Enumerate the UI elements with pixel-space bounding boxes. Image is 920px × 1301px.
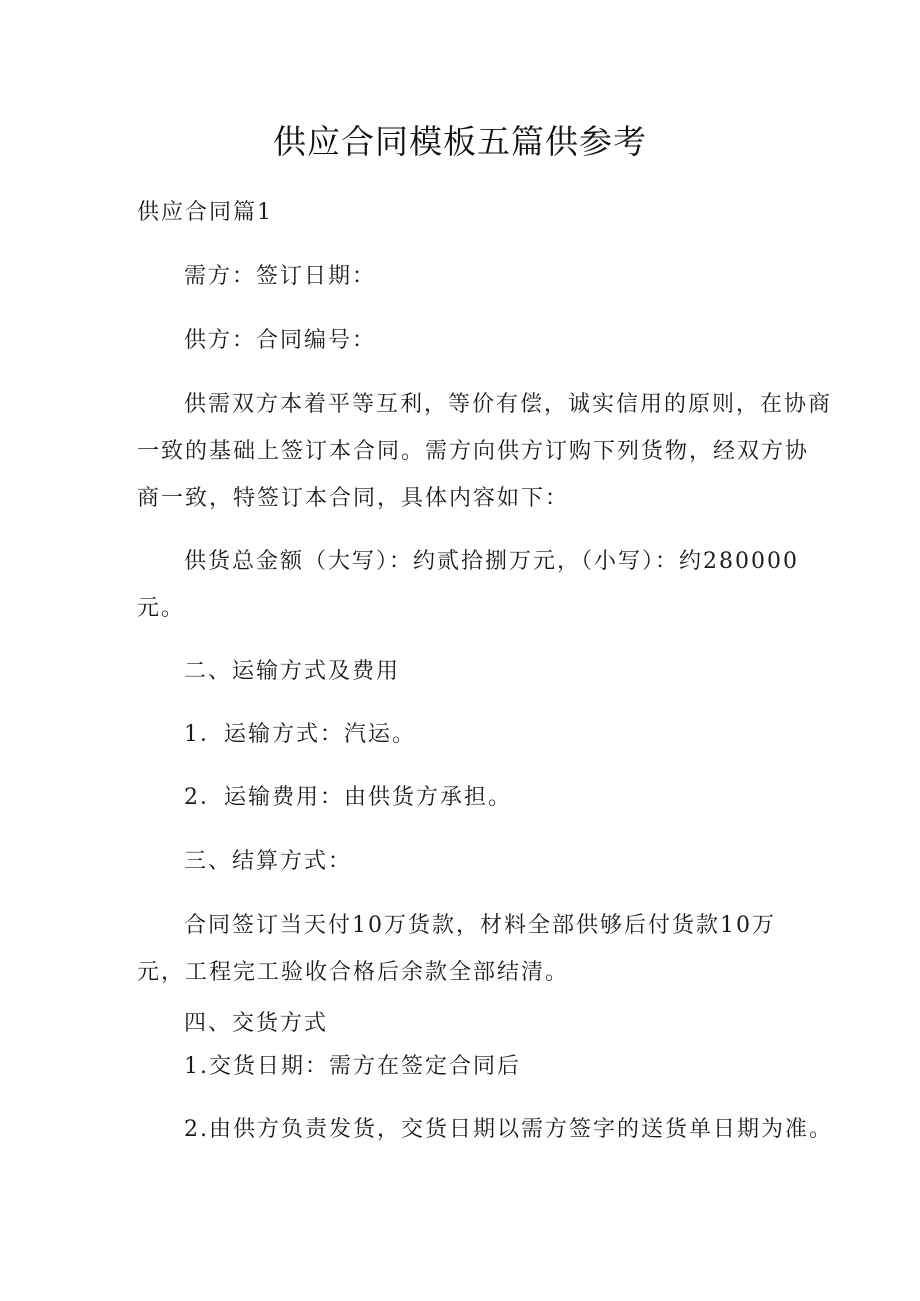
delivery-heading: 四、交货方式 [184,1011,329,1036]
intro-paragraph-line-1: 供需双方本着平等互利，等价有偿，诚实信用的原则，在协商 [184,392,833,417]
amount-line-2: 元。 [137,596,186,621]
document-title: 供应合同模板五篇供参考 [273,122,647,161]
delivery-item-1: 1.交货日期：需方在签定合同后 [184,1054,521,1079]
party-supplier-line: 供方：合同编号： [184,328,377,353]
transport-heading: 二、运输方式及费用 [184,659,401,684]
settlement-line-1: 合同签订当天付10万货款，材料全部供够后付货款10万 [184,913,776,938]
transport-item-2: 2．运输费用：由供货方承担。 [184,785,512,810]
party-buyer-line: 需方：签订日期： [184,264,377,289]
section-heading: 供应合同篇1 [137,200,273,225]
delivery-item-2: 2.由供方负责发货，交货日期以需方签字的送货单日期为准。 [184,1117,833,1142]
intro-paragraph-line-3: 商一致，特签订本合同，具体内容如下： [137,486,570,511]
settlement-heading: 三、结算方式： [184,849,353,874]
transport-item-1: 1．运输方式：汽运。 [184,722,416,747]
settlement-line-2: 元，工程完工验收合格后余款全部结清。 [137,960,570,985]
intro-paragraph-line-2: 一致的基础上签订本合同。需方向供方订购下列货物，经双方协 [137,439,810,464]
amount-line-1: 供货总金额（大写）：约贰拾捌万元，（小写）：约280000 [184,549,799,574]
